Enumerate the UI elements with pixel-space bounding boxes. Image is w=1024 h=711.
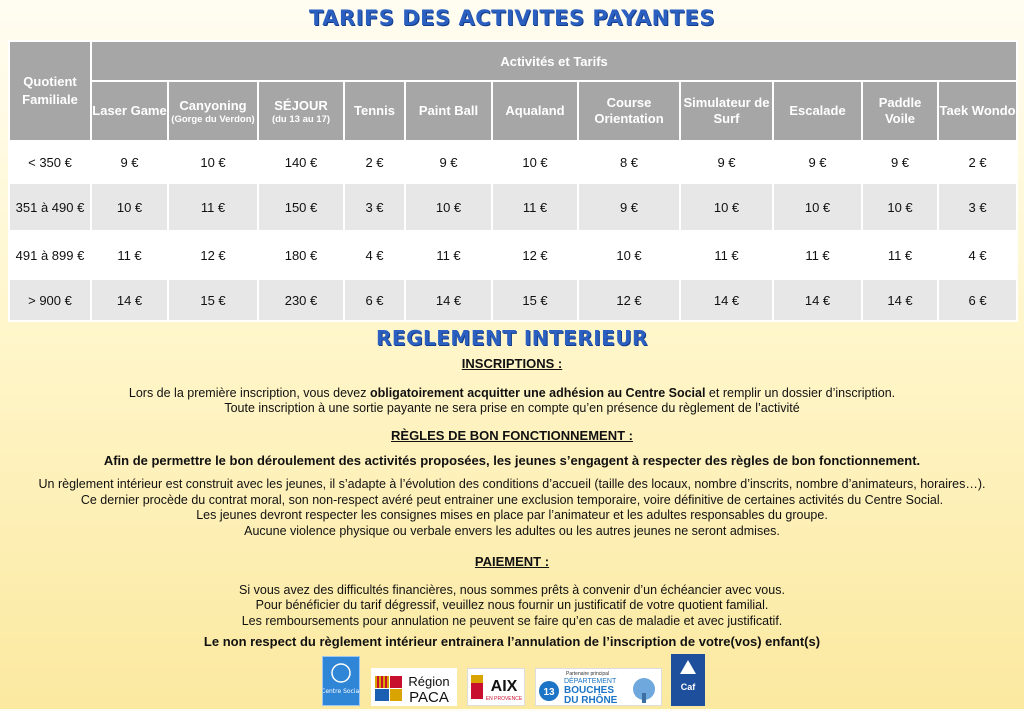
- column-header-name: SÉJOUR: [274, 97, 328, 113]
- price-cell: 15 €: [492, 279, 578, 321]
- paiement-section: [0, 554, 1024, 650]
- price-cell: 14 €: [862, 279, 938, 321]
- price-cell: 3 €: [938, 183, 1017, 231]
- activities-group-header: Activités et Tarifs: [91, 41, 1017, 81]
- price-cell: 4 €: [344, 231, 405, 279]
- price-cell: 180 €: [258, 231, 344, 279]
- regles-section: [0, 428, 1024, 539]
- svg-text:AIX: AIX: [490, 678, 518, 695]
- regles-line-3: Les jeunes devront respecter les consignes mises en place par l’animateur et les adultes responsables du groupe.: [196, 508, 828, 522]
- regles-line-1: Un règlement intérieur est construit avec les jeunes, il s’adapte à l’évolution des conditions d’accueil (taille des locaux, nombre d’inscrits, nombre d’animateurs, horaires…).: [38, 477, 986, 491]
- column-header-name: Aqualand: [505, 103, 565, 118]
- price-cell: 8 €: [578, 141, 680, 183]
- price-cell: 11 €: [680, 231, 773, 279]
- column-header-name: Tennis: [354, 103, 395, 118]
- tarifs-title: TARIFS DES ACTIVITES PAYANTES: [309, 6, 715, 30]
- price-cell: 6 €: [938, 279, 1017, 321]
- column-header: [938, 81, 1017, 141]
- column-header-name: Paint Ball: [418, 103, 479, 118]
- price-cell: 9 €: [578, 183, 680, 231]
- price-cell: 10 €: [578, 231, 680, 279]
- centre-social-logo: [322, 656, 360, 706]
- quotient-header: Quotient Familiale: [9, 41, 91, 141]
- price-cell: 10 €: [492, 141, 578, 183]
- price-cell: 15 €: [168, 279, 258, 321]
- svg-text:BOUCHES: BOUCHES: [564, 685, 615, 696]
- tarifs-table: [8, 40, 1018, 322]
- price-cell: 12 €: [492, 231, 578, 279]
- price-cell: 11 €: [492, 183, 578, 231]
- svg-text:DÉPARTEMENT: DÉPARTEMENT: [564, 678, 617, 685]
- column-header-sub: (du 13 au 17): [271, 113, 331, 125]
- paiement-heading: PAIEMENT :: [474, 554, 550, 569]
- svg-text:Partenaire principal: Partenaire principal: [566, 671, 610, 677]
- table-row: [9, 141, 1017, 183]
- price-cell: 10 €: [680, 183, 773, 231]
- price-cell: 4 €: [938, 231, 1017, 279]
- svg-text:EN PROVENCE: EN PROVENCE: [485, 696, 523, 702]
- inscriptions-line-1: Lors de la première inscription, vous devez obligatoirement acquitter une adhésion au Centre Social et remplir un dossier d’inscription.: [128, 385, 896, 400]
- column-header-name: Course Orientation: [594, 95, 664, 126]
- price-cell: 6 €: [344, 279, 405, 321]
- table-row: [9, 231, 1017, 279]
- price-cell: 10 €: [168, 141, 258, 183]
- quotient-band: 351 à 490 €: [9, 183, 91, 231]
- column-header: [492, 81, 578, 141]
- column-header: [862, 81, 938, 141]
- price-cell: 3 €: [344, 183, 405, 231]
- region-paca-logo: [371, 668, 457, 706]
- quotient-band: > 900 €: [9, 279, 91, 321]
- column-header: [405, 81, 492, 141]
- price-cell: 14 €: [91, 279, 168, 321]
- svg-text:DU RHÔNE: DU RHÔNE: [564, 695, 618, 705]
- column-header-name: Simulateur de Surf: [683, 95, 770, 126]
- column-header-name: Paddle Voile: [878, 95, 922, 126]
- svg-text:13: 13: [543, 687, 555, 698]
- price-cell: 9 €: [405, 141, 492, 183]
- svg-text:Centre Social: Centre Social: [323, 688, 359, 695]
- price-cell: 140 €: [258, 141, 344, 183]
- price-cell: 14 €: [680, 279, 773, 321]
- svg-text:Caf: Caf: [680, 682, 696, 692]
- bouches-du-rhone-logo: [535, 668, 662, 706]
- paiement-final-warning: Le non respect du règlement intérieur entrainera l’annulation de l’inscription de votre(vos) enfant(s): [203, 634, 821, 649]
- price-cell: 10 €: [773, 183, 862, 231]
- price-cell: 10 €: [862, 183, 938, 231]
- quotient-band: 491 à 899 €: [9, 231, 91, 279]
- column-header-sub: (Gorge du Verdon): [171, 113, 255, 125]
- column-header-name: Taek Wondo: [939, 103, 1016, 118]
- column-header: [168, 81, 258, 141]
- inscriptions-section: [0, 356, 1024, 417]
- column-header: [344, 81, 405, 141]
- column-header: [91, 81, 168, 141]
- price-cell: 9 €: [91, 141, 168, 183]
- inscriptions-line-2: Toute inscription à une sortie payante ne sera prise en compte qu’en présence du règlement de l’activité: [224, 401, 800, 415]
- column-header-name: Escalade: [789, 103, 846, 118]
- table-row: [9, 279, 1017, 321]
- price-cell: 14 €: [773, 279, 862, 321]
- price-cell: 11 €: [168, 183, 258, 231]
- regles-heading: RÈGLES DE BON FONCTIONNEMENT :: [391, 428, 633, 443]
- caf-logo: [671, 654, 705, 706]
- price-cell: 12 €: [578, 279, 680, 321]
- price-cell: 150 €: [258, 183, 344, 231]
- column-header-name: Canyoning: [179, 97, 247, 113]
- reglement-title: REGLEMENT INTERIEUR: [376, 326, 648, 350]
- column-header: [578, 81, 680, 141]
- paiement-line-2: Pour bénéficier du tarif dégressif, veuillez nous fournir un justificatif de votre quotient familial.: [255, 598, 769, 612]
- svg-text:Région: Région: [408, 674, 450, 689]
- price-cell: 12 €: [168, 231, 258, 279]
- inscriptions-heading: INSCRIPTIONS :: [461, 356, 563, 371]
- regles-line-2: Ce dernier procède du contrat moral, son non-respect avéré peut entrainer une exclusion temporaire, voire définitive de certaines activités du Centre Social.: [80, 492, 944, 507]
- column-header-name: Laser Game: [92, 103, 167, 118]
- svg-text:PACA: PACA: [409, 689, 449, 706]
- paiement-line-3: Les remboursements pour annulation ne peuvent se faire qu’en cas de maladie et avec justificatif.: [241, 613, 783, 628]
- table-row: [9, 183, 1017, 231]
- price-cell: 9 €: [862, 141, 938, 183]
- price-cell: 230 €: [258, 279, 344, 321]
- aix-en-provence-logo: [467, 668, 525, 706]
- price-cell: 11 €: [91, 231, 168, 279]
- price-cell: 14 €: [405, 279, 492, 321]
- price-cell: 9 €: [680, 141, 773, 183]
- column-header: [680, 81, 773, 141]
- price-cell: 2 €: [344, 141, 405, 183]
- price-cell: 11 €: [773, 231, 862, 279]
- price-cell: 11 €: [405, 231, 492, 279]
- column-header: [258, 81, 344, 141]
- regles-line-4: Aucune violence physique ou verbale envers les adultes ou les autres jeunes ne seront admises.: [244, 523, 780, 538]
- price-cell: 9 €: [773, 141, 862, 183]
- price-cell: 11 €: [862, 231, 938, 279]
- column-header: [773, 81, 862, 141]
- price-cell: 10 €: [405, 183, 492, 231]
- quotient-band: < 350 €: [9, 141, 91, 183]
- price-cell: 10 €: [91, 183, 168, 231]
- partner-logos: [0, 652, 1024, 708]
- price-cell: 2 €: [938, 141, 1017, 183]
- paiement-line-1: Si vous avez des difficultés financières, nous sommes prêts à convenir d’un échéancier avec vous.: [239, 582, 785, 597]
- regles-intro: Afin de permettre le bon déroulement des activités proposées, les jeunes s’engagent à respecter des règles de bon fonctionnement.: [103, 452, 921, 468]
